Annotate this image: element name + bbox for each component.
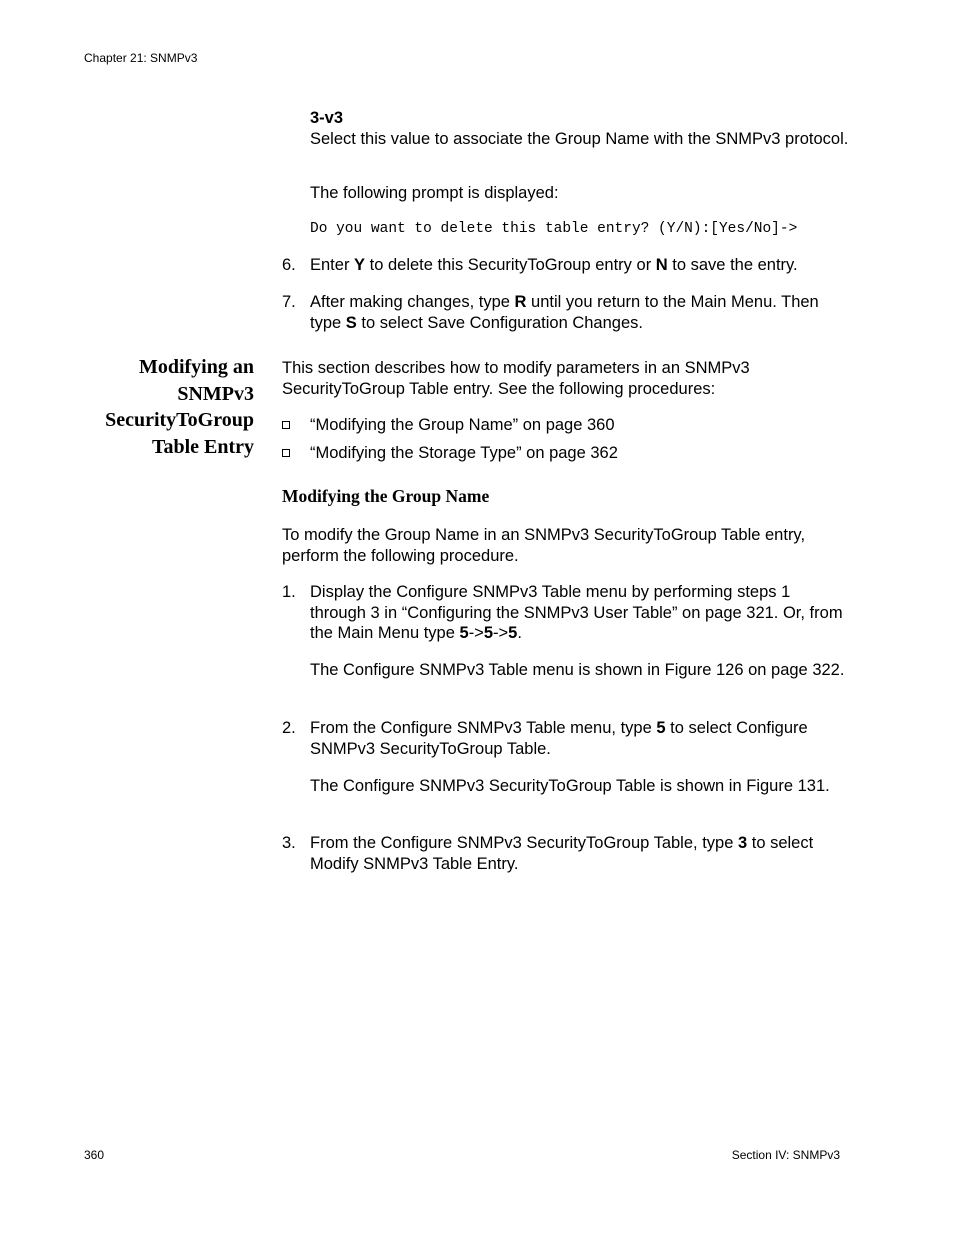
step-6-text-b: to delete this SecurityToGroup entry or: [365, 256, 656, 274]
step-3: [310, 833, 850, 874]
step-7-text-a: After making changes, type: [310, 293, 515, 311]
subsection-heading: Modifying the Group Name: [282, 486, 490, 506]
step-6-key-y: Y: [354, 256, 366, 274]
step-3-key: 3: [737, 834, 748, 852]
step-7-text-c: to select Save Configuration Changes.: [356, 313, 643, 332]
side-heading-line-3: SecurityToGroup: [105, 409, 254, 431]
checkbox-bullet-icon: [282, 449, 290, 457]
step-2-note: The Configure SNMPv3 SecurityToGroup Table is shown in Figure 131.: [310, 777, 830, 795]
running-header: Chapter 21: SNMPv3: [84, 51, 198, 65]
v3-description: Select this value to associate the Group Name with the SNMPv3 protocol.: [310, 129, 849, 148]
step-1: [310, 582, 850, 644]
step-1-number: 1.: [282, 583, 296, 601]
step-1-sep-2: ->: [493, 624, 509, 642]
step-7: [310, 292, 850, 333]
step-7-number: 7.: [282, 293, 296, 311]
link-modifying-group-name[interactable]: “Modifying the Group Name” on page 360: [310, 416, 615, 434]
step-6-text-c: to save the entry.: [667, 256, 798, 274]
checkbox-bullet-icon: [282, 421, 290, 429]
step-1-note: The Configure SNMPv3 Table menu is shown in Figure 126 on page 322.: [310, 661, 845, 679]
prompt-intro: The following prompt is displayed:: [310, 184, 559, 202]
side-heading-line-1: Modifying an: [138, 356, 254, 378]
step-6-key-n: N: [655, 256, 668, 274]
step-6: [310, 255, 850, 276]
step-3-text-a: From the Configure SNMPv3 SecurityToGroup Table, type: [310, 834, 738, 852]
step-1-end: .: [517, 624, 522, 642]
prompt-code: Do you want to delete this table entry? (Y/N):[Yes/No]->: [310, 221, 798, 237]
running-footer-section: Section IV: SNMPv3: [731, 1148, 840, 1162]
link-modifying-storage-type[interactable]: “Modifying the Storage Type” on page 362: [310, 444, 618, 462]
page-number: 360: [84, 1148, 105, 1162]
step-6-number: 6.: [282, 256, 296, 274]
step-2-text-b: to select Configure SNMPv3 SecurityToGroup Table.: [310, 719, 808, 758]
step-2-key: 5: [656, 719, 666, 737]
v3-label: 3-v3: [310, 109, 344, 127]
step-6-text-a: Enter: [310, 256, 355, 274]
subsection-intro: To modify the Group Name in an SNMPv3 SecurityToGroup Table entry, perform the following procedure.: [282, 526, 806, 565]
section-side-heading: [84, 354, 254, 460]
side-heading-line-2: SNMPv3: [177, 382, 254, 405]
step-2-number: 2.: [282, 719, 296, 737]
step-1-key-3: 5: [508, 624, 518, 642]
step-3-number: 3.: [282, 834, 296, 852]
section-intro: This section describes how to modify parameters in an SNMPv3 SecurityToGroup Table entry. See the following procedures:: [282, 359, 750, 398]
step-7-key-s: S: [345, 313, 357, 332]
step-7-key-r: R: [514, 293, 527, 311]
step-1-sep-1: ->: [468, 624, 484, 642]
v3-option: [310, 108, 850, 149]
step-3-text-b: to select Modify SNMPv3 Table Entry.: [310, 834, 814, 873]
step-2: [310, 718, 850, 759]
step-1-text: Display the Configure SNMPv3 Table menu by performing steps 1 through 3 in “Configuring the SNMPv3 User Table” on page 321. Or, from the Main Menu type: [310, 583, 843, 642]
step-1-key-2: 5: [483, 624, 494, 642]
step-1-key-1: 5: [459, 624, 469, 642]
step-2-text-a: From the Configure SNMPv3 Table menu, type: [310, 719, 657, 737]
side-heading-line-4: Table Entry: [151, 435, 254, 458]
step-7-text-b: until you return to the Main Menu. Then type: [310, 293, 819, 332]
